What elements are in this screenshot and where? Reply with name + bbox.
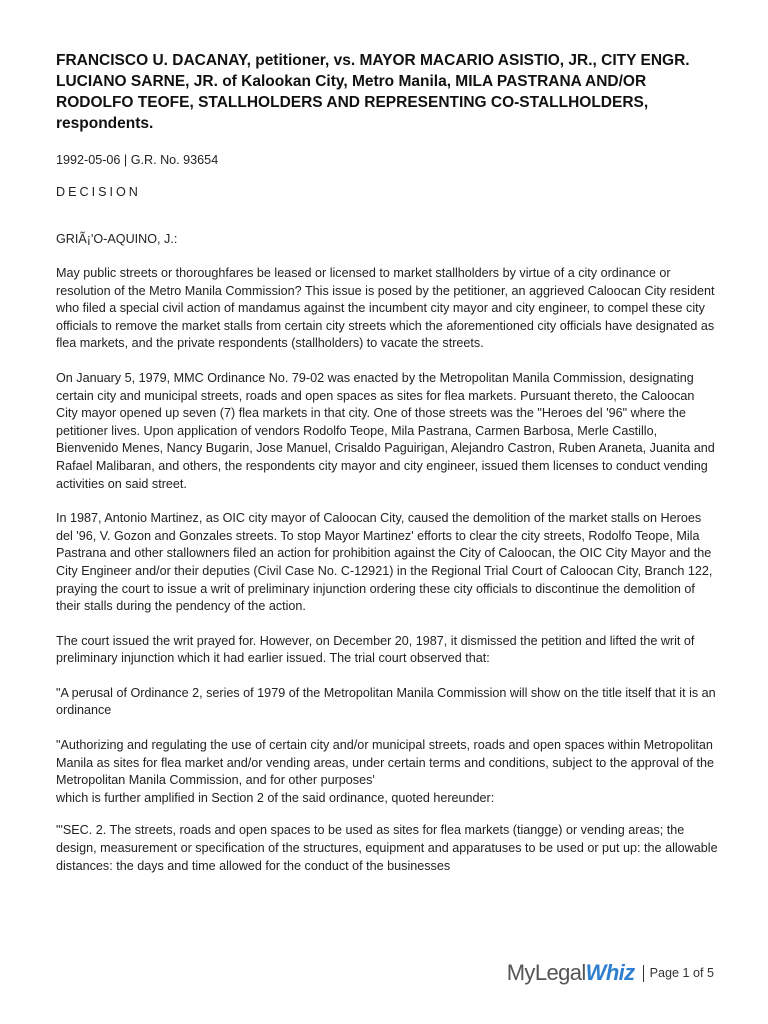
paragraph-4: The court issued the writ prayed for. However, on December 20, 1987, it dismissed the petition and lifted the writ of preliminary injunction which it had earlier issued. The trial court observed that:	[56, 633, 695, 666]
paragraph-5: "A perusal of Ordinance 2, series of 1979 of the Metropolitan Manila Commission will show on the title itself that it is an ordinance	[56, 685, 716, 718]
document-page	[56, 50, 718, 875]
paragraph-6: "Authorizing and regulating the use of certain city and/or municipal streets, roads and open spaces within Metropolitan Manila as sites for flea market and/or vending areas, under certain terms and conditions, subject to the approval of the Metropolitan Manila Commission, and for other purposes' which is further amplified in Section 2 of the said ordinance, quoted hereunder:	[56, 738, 715, 805]
ponente: GRIÃ¡'O-AQUINO, J.:	[56, 232, 178, 246]
paragraph-1: May public streets or thoroughfares be leased or licensed to market stallholders by virtue of a city ordinance or resolution of the Metro Manila Commission? This issue is posed by the petitioner, an aggrieved Caloocan City resident who filed a special civil action of mandamus against the incumbent city mayor and city engineer, to compel these city officials to remove the market stalls from certain city streets which the aforementioned city officials have designated as flea markets, and the private respondents (stallholders) to vacate the streets.	[56, 266, 715, 351]
case-date-and-number: 1992-05-06 | G.R. No. 93654	[56, 153, 219, 167]
paragraph-2: On January 5, 1979, MMC Ordinance No. 79-02 was enacted by the Metropolitan Manila Commission, designating certain city and municipal streets, roads and open spaces as sites for flea markets. Pursuant thereto, the Caloocan City mayor opened up seven (7) flea markets in that city. One of those streets was the "Heroes del '96" where the petitioner lives. Upon application of vendors Rodolfo Teope, Mila Pastrana, Carmen Barbosa, Merle Castillo, Bienvenido Menes, Nancy Bugarin, Jose Manuel, Crisaldo Paguirigan, Alejandro Castron, Ruben Araneta, Juanita and Rafael Malibaran, and others, the respondents city mayor and city engineer, issued them licenses to conduct vending activities on said street.	[56, 370, 715, 491]
paragraph-3: In 1987, Antonio Martinez, as OIC city mayor of Caloocan City, caused the demolition of the market stalls on Heroes del '96, V. Gozon and Gonzales streets. To stop Mayor Martinez' efforts to clear the city streets, Rodolfo Teope, Mila Pastrana and other stallowners filed an action for prohibition against the City of Caloocan, the OIC City Mayor and the City Engineer and/or their deputies (Civil Case No. C-12921) in the Regional Trial Court of Caloocan City, Branch 122, praying the court to issue a writ of preliminary injunction ordering these city officials to discontinue the demolition of their stalls during the pendency of the action.	[56, 511, 713, 614]
mylegalwhiz-logo: MyLegalWhiz	[506, 960, 635, 985]
case-title: FRANCISCO U. DACANAY, petitioner, vs. MAYOR MACARIO ASISTIO, JR., CITY ENGR. LUCIANO SARNE, JR. of Kalookan City, Metro Manila, MILA PASTRANA AND/OR RODOLFO TEOFE, STALLHOLDERS AND REPRESENTING CO-STALLHOLDERS, respondents.	[56, 52, 690, 132]
paragraph-7: "'SEC. 2. The streets, roads and open spaces to be used as sites for flea markets (tiangge) or vending areas; the design, measurement or specification of the structures, equipment and apparatuses to be used or put up: the allowable distances: the days and time allowed for the conduct of the businesses	[56, 823, 718, 873]
page-footer	[507, 960, 714, 986]
page-number: Page 1 of 5	[649, 966, 714, 980]
decision-heading: DECISION	[56, 185, 141, 199]
footer-divider	[643, 965, 644, 982]
